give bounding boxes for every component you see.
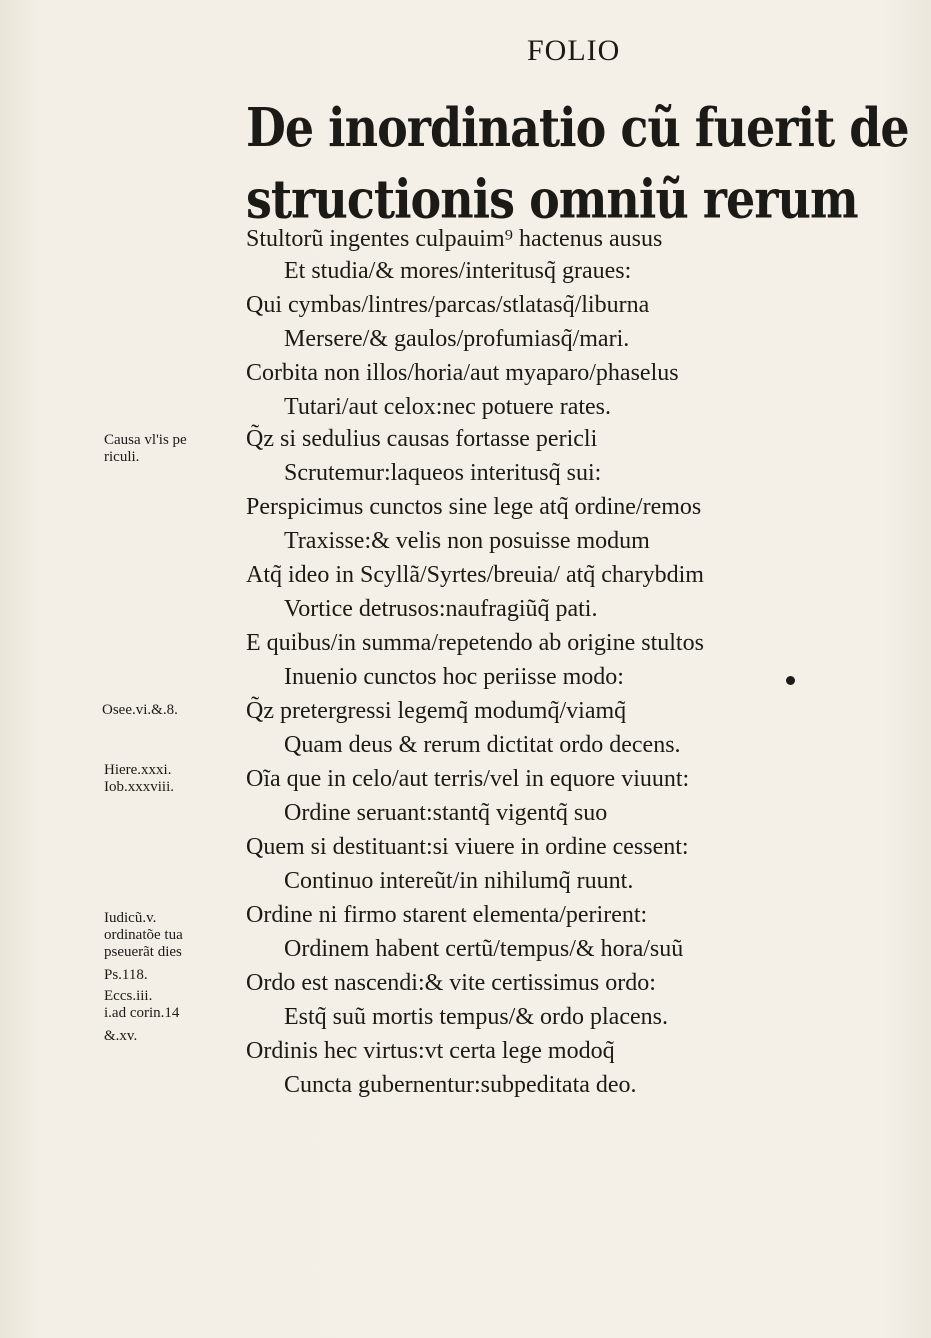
verse-line: Vortice detrusos:naufragiũq̃ pati. [284,596,598,622]
margin-note-line: Iob.xxxviii. [104,779,174,795]
verse-line: Atq̃ ideo in Scyllã/Syrtes/breuia/ atq̃ charybdim [246,562,704,588]
verse-line: Quem si destituant:si viuere in ordine cessent: [246,834,689,860]
verse-line: Cuncta gubernentur:subpeditata deo. [284,1072,637,1098]
margin-note-line: Eccs.iii. [104,988,153,1004]
verse-line: E quibus/in summa/repetendo ab origine stultos [246,630,704,656]
verse-line: Ordinem habent certũ/tempus/& hora/suũ [284,936,684,962]
bullet-mark [786,676,795,685]
margin-note-osee [102,702,178,719]
verse-line: Estq̃ suũ mortis tempus/& ordo placens. [284,1004,668,1030]
verse-line: Traxisse:& velis non posuisse modum [284,528,650,554]
verse-line: Corbita non illos/horia/aut myaparo/phaselus [246,360,679,386]
margin-note-hiere [104,762,174,796]
margin-note-line: ordinatõe tua [104,927,183,943]
verse-line: Ordinis hec virtus:vt certa lege modoq̃ [246,1038,615,1064]
verse-line: Q̃z si sedulius causas fortasse pericli [246,426,598,452]
margin-note-line: pseuerãt dies [104,944,182,960]
verse-line: Mersere/& gaulos/profumiasq̃/mari. [284,326,630,352]
verse-line: Qui cymbas/lintres/parcas/stlatasq̃/liburna [246,292,650,318]
margin-note-line: &.xv. [104,1028,138,1044]
verse-line: Tutari/aut celox:nec potuere rates. [284,394,611,420]
margin-note-line: Hiere.xxxi. [104,762,172,778]
verse-line: Et studia/& mores/interitusq̃ graues: [284,258,632,284]
verse-line: Ordine seruant:stantq̃ vigentq̃ suo [284,800,608,826]
verse-line: Perspicimus cunctos sine lege atq̃ ordine/remos [246,494,702,520]
verse-line: Inuenio cunctos hoc periisse modo: [284,664,624,690]
verse-line: Ordine ni firmo starent elementa/perirent: [246,902,648,928]
verse-line: Scrutemur:laqueos interitusq̃ sui: [284,460,602,486]
margin-note-iudicum [104,910,183,1045]
margin-note-causa [104,432,187,466]
folio-header: FOLIO [527,34,621,67]
margin-note-line: Ps.118. [104,967,148,983]
verse-line: Continuo intereũt/in nihilumq̃ ruunt. [284,868,634,894]
margin-note-line: Iudicũ.v. [104,910,157,926]
margin-note-line: riculi. [104,449,140,465]
verse-line: Q̃z pretergressi legemq̃ modumq̃/viamq̃ [246,698,627,724]
verse-line: Ordo est nascendi:& vite certissimus ordo: [246,970,656,996]
title-line-2: structionis omniũ rerum [246,167,858,230]
verse-line: Quam deus & rerum dictitat ordo decens. [284,732,681,758]
margin-note-line: Osee.vi.&.8. [102,702,178,718]
margin-note-line: Causa vl'is pe [104,432,187,448]
verse-line: Stultorũ ingentes culpauim⁹ hactenus ausus [246,226,663,252]
chapter-title [246,92,909,235]
margin-note-line: i.ad corin.14 [104,1005,180,1021]
title-line-1: De inordinatio cũ fuerit de [246,96,909,159]
verse-line: Oĩa que in celo/aut terris/vel in equore viuunt: [246,766,690,792]
